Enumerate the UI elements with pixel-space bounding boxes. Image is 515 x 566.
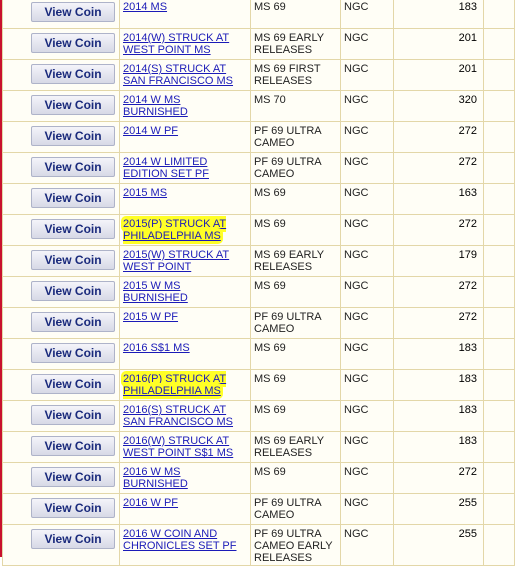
grading-service-cell: NGC	[341, 432, 394, 463]
view-cell	[3, 463, 120, 494]
view-cell	[3, 215, 120, 246]
coin-description-link[interactable]: 2014 W MS BURNISHED	[123, 94, 188, 118]
coin-description-link[interactable]: 2015(P) STRUCK AT PHILADELPHIA MS	[123, 218, 227, 242]
view-coin-button[interactable]: View Coin	[31, 126, 115, 146]
population-cell: 183	[394, 0, 484, 29]
empty-cell	[484, 0, 515, 29]
population-cell: 183	[394, 432, 484, 463]
view-cell	[3, 122, 120, 153]
description-cell	[120, 432, 251, 463]
empty-cell	[484, 525, 515, 566]
empty-cell	[484, 370, 515, 401]
view-cell	[3, 339, 120, 370]
description-cell	[120, 246, 251, 277]
coin-description-link[interactable]: 2016 W MS BURNISHED	[123, 466, 188, 490]
empty-cell	[484, 494, 515, 525]
grading-service-cell: NGC	[341, 339, 394, 370]
table-row	[3, 60, 515, 91]
grade-cell: MS 69	[251, 0, 341, 29]
table-row	[3, 308, 515, 339]
view-cell	[3, 91, 120, 122]
view-coin-button[interactable]: View Coin	[31, 281, 115, 301]
view-coin-button[interactable]: View Coin	[31, 498, 115, 518]
table-row	[3, 91, 515, 122]
grade-cell: MS 69	[251, 370, 341, 401]
grade-cell: MS 69	[251, 339, 341, 370]
description-cell	[120, 277, 251, 308]
view-coin-button[interactable]: View Coin	[31, 374, 115, 394]
description-cell	[120, 215, 251, 246]
view-cell	[3, 370, 120, 401]
view-cell	[3, 277, 120, 308]
view-coin-button[interactable]: View Coin	[31, 343, 115, 363]
population-cell: 163	[394, 184, 484, 215]
table-row	[3, 246, 515, 277]
grade-cell: PF 69 ULTRA CAMEO	[251, 494, 341, 525]
grading-service-cell: NGC	[341, 184, 394, 215]
grading-service-cell: NGC	[341, 246, 394, 277]
table-row	[3, 153, 515, 184]
grade-cell: PF 69 ULTRA CAMEO	[251, 153, 341, 184]
table-row	[3, 525, 515, 566]
grade-cell: PF 69 ULTRA CAMEO EARLY RELEASES	[251, 525, 341, 566]
empty-cell	[484, 184, 515, 215]
description-cell	[120, 29, 251, 60]
grade-cell: MS 69 EARLY RELEASES	[251, 432, 341, 463]
description-cell	[120, 401, 251, 432]
grading-service-cell: NGC	[341, 153, 394, 184]
grading-service-cell: NGC	[341, 91, 394, 122]
view-cell	[3, 60, 120, 91]
grade-cell: MS 69	[251, 215, 341, 246]
coin-description-link[interactable]: 2016 W COIN AND CHRONICLES SET PF	[123, 528, 237, 552]
population-cell: 272	[394, 215, 484, 246]
population-cell: 272	[394, 122, 484, 153]
population-cell: 320	[394, 91, 484, 122]
view-coin-button[interactable]: View Coin	[31, 157, 115, 177]
population-cell: 272	[394, 308, 484, 339]
grading-service-cell: NGC	[341, 60, 394, 91]
description-cell	[120, 525, 251, 566]
population-cell: 183	[394, 401, 484, 432]
population-cell: 272	[394, 153, 484, 184]
population-cell: 183	[394, 339, 484, 370]
coin-description-link[interactable]: 2014(W) STRUCK AT WEST POINT MS	[123, 32, 230, 56]
description-cell	[120, 60, 251, 91]
grading-service-cell: NGC	[341, 308, 394, 339]
grade-cell: MS 69 EARLY RELEASES	[251, 29, 341, 60]
view-coin-button[interactable]: View Coin	[31, 219, 115, 239]
table-row	[3, 494, 515, 525]
empty-cell	[484, 432, 515, 463]
view-cell	[3, 0, 120, 29]
description-cell	[120, 370, 251, 401]
coin-description-link[interactable]: 2016(W) STRUCK AT WEST POINT S$1 MS	[123, 435, 234, 459]
description-cell	[120, 153, 251, 184]
view-coin-button[interactable]: View Coin	[31, 33, 115, 53]
coin-description-link[interactable]: 2015 MS	[123, 187, 168, 199]
grade-cell: MS 69 FIRST RELEASES	[251, 60, 341, 91]
description-cell	[120, 184, 251, 215]
grading-service-cell: NGC	[341, 401, 394, 432]
view-coin-button[interactable]: View Coin	[31, 436, 115, 456]
table-row	[3, 401, 515, 432]
view-cell	[3, 246, 120, 277]
grade-cell: MS 69	[251, 277, 341, 308]
view-coin-button[interactable]: View Coin	[31, 95, 115, 115]
empty-cell	[484, 91, 515, 122]
view-cell	[3, 184, 120, 215]
grade-cell: MS 69	[251, 184, 341, 215]
view-coin-button[interactable]: View Coin	[31, 467, 115, 487]
empty-cell	[484, 463, 515, 494]
table-row	[3, 184, 515, 215]
coin-description-link[interactable]: 2015(W) STRUCK AT WEST POINT	[123, 249, 230, 273]
table-body	[3, 0, 515, 566]
table-row	[3, 215, 515, 246]
view-cell	[3, 308, 120, 339]
view-coin-button[interactable]: View Coin	[31, 405, 115, 425]
population-cell: 255	[394, 525, 484, 566]
population-cell: 201	[394, 29, 484, 60]
population-cell: 179	[394, 246, 484, 277]
view-cell	[3, 29, 120, 60]
empty-cell	[484, 122, 515, 153]
view-coin-button[interactable]: View Coin	[31, 2, 115, 22]
grading-service-cell: NGC	[341, 277, 394, 308]
grading-service-cell: NGC	[341, 0, 394, 29]
grade-cell: PF 69 ULTRA CAMEO	[251, 122, 341, 153]
table-row	[3, 432, 515, 463]
coin-population-table	[2, 0, 515, 566]
coin-description-link[interactable]: 2016 W PF	[123, 497, 179, 509]
coin-description-link[interactable]: 2016(P) STRUCK AT PHILADELPHIA MS	[123, 373, 227, 397]
empty-cell	[484, 29, 515, 60]
empty-cell	[484, 153, 515, 184]
table-row	[3, 29, 515, 60]
description-cell	[120, 122, 251, 153]
coin-description-link[interactable]: 2016(S) STRUCK AT SAN FRANCISCO MS	[123, 404, 234, 428]
empty-cell	[484, 339, 515, 370]
population-cell: 272	[394, 277, 484, 308]
description-cell	[120, 91, 251, 122]
view-cell	[3, 401, 120, 432]
grade-cell: MS 69	[251, 463, 341, 494]
population-cell: 255	[394, 494, 484, 525]
population-cell: 183	[394, 370, 484, 401]
empty-cell	[484, 246, 515, 277]
description-cell	[120, 308, 251, 339]
empty-cell	[484, 308, 515, 339]
view-cell	[3, 153, 120, 184]
empty-cell	[484, 215, 515, 246]
population-cell: 272	[394, 463, 484, 494]
grade-cell: PF 69 ULTRA CAMEO	[251, 308, 341, 339]
table-row	[3, 122, 515, 153]
table-row	[3, 339, 515, 370]
view-cell	[3, 494, 120, 525]
table-row	[3, 0, 515, 29]
grade-cell: MS 70	[251, 91, 341, 122]
view-cell	[3, 525, 120, 566]
coin-description-link[interactable]: 2014 W LIMITED EDITION SET PF	[123, 156, 209, 180]
grading-service-cell: NGC	[341, 463, 394, 494]
grading-service-cell: NGC	[341, 215, 394, 246]
empty-cell	[484, 60, 515, 91]
description-cell	[120, 463, 251, 494]
coin-description-link[interactable]: 2016 S$1 MS	[123, 342, 190, 354]
population-cell: 201	[394, 60, 484, 91]
coin-description-link[interactable]: 2014 MS	[123, 1, 168, 13]
table-row	[3, 277, 515, 308]
coin-description-link[interactable]: 2015 W MS BURNISHED	[123, 280, 188, 304]
grading-service-cell: NGC	[341, 494, 394, 525]
empty-cell	[484, 277, 515, 308]
grading-service-cell: NGC	[341, 525, 394, 566]
grading-service-cell: NGC	[341, 29, 394, 60]
grading-service-cell: NGC	[341, 122, 394, 153]
description-cell	[120, 494, 251, 525]
empty-cell	[484, 401, 515, 432]
grading-service-cell: NGC	[341, 370, 394, 401]
table-row	[3, 463, 515, 494]
grade-cell: MS 69 EARLY RELEASES	[251, 246, 341, 277]
grade-cell: MS 69	[251, 401, 341, 432]
view-coin-button[interactable]: View Coin	[31, 250, 115, 270]
coin-description-link[interactable]: 2014(S) STRUCK AT SAN FRANCISCO MS	[123, 63, 234, 87]
view-coin-button[interactable]: View Coin	[31, 312, 115, 332]
view-coin-button[interactable]: View Coin	[31, 188, 115, 208]
coin-description-link[interactable]: 2014 W PF	[123, 125, 179, 137]
view-cell	[3, 432, 120, 463]
table-row	[3, 370, 515, 401]
description-cell	[120, 339, 251, 370]
view-coin-button[interactable]: View Coin	[31, 64, 115, 84]
description-cell	[120, 0, 251, 29]
view-coin-button[interactable]: View Coin	[31, 529, 115, 549]
coin-description-link[interactable]: 2015 W PF	[123, 311, 179, 323]
